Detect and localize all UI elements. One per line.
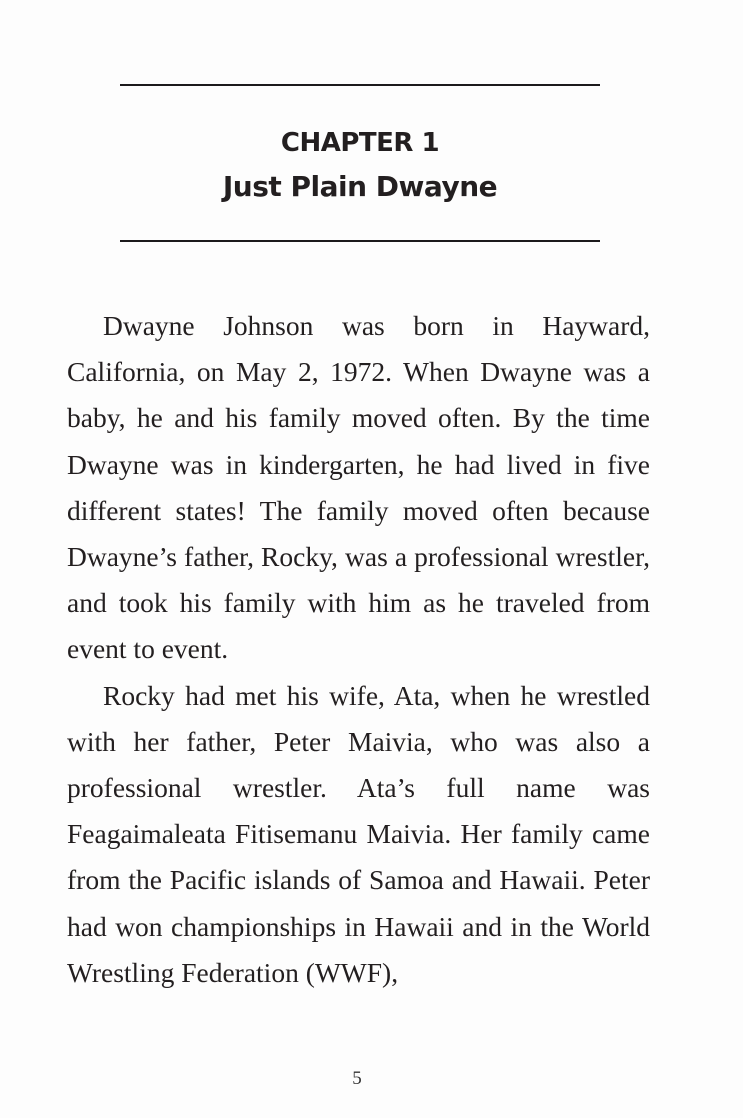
chapter-number: CHAPTER 1 — [280, 128, 440, 158]
chapter-body — [67, 303, 650, 996]
page-number: 5 — [352, 1068, 362, 1089]
top-rule — [120, 84, 600, 86]
bottom-rule — [120, 240, 600, 242]
paragraph: Rocky had met his wife, Ata, when he wrestled with her father, Peter Maivia, who was also a professional wrestler. Ata’s full name was Feagaimaleata Fitisemanu Maivia. Her family came from the Pacific islands of Samoa and Hawaii. Peter had won championships in Hawaii and in the World Wrestling Federation (WWF), — [67, 679, 650, 988]
paragraph: Dwayne Johnson was born in Hayward, California, on May 2, 1972. When Dwayne was a baby, he and his family moved often. By the time Dwayne was in kindergarten, he had lived in five different states! The family moved often because Dwayne’s father, Rocky, was a professional wrestler, and took his family with him as he traveled from event to event. — [67, 310, 650, 665]
chapter-title: Just Plain Dwayne — [222, 170, 498, 203]
